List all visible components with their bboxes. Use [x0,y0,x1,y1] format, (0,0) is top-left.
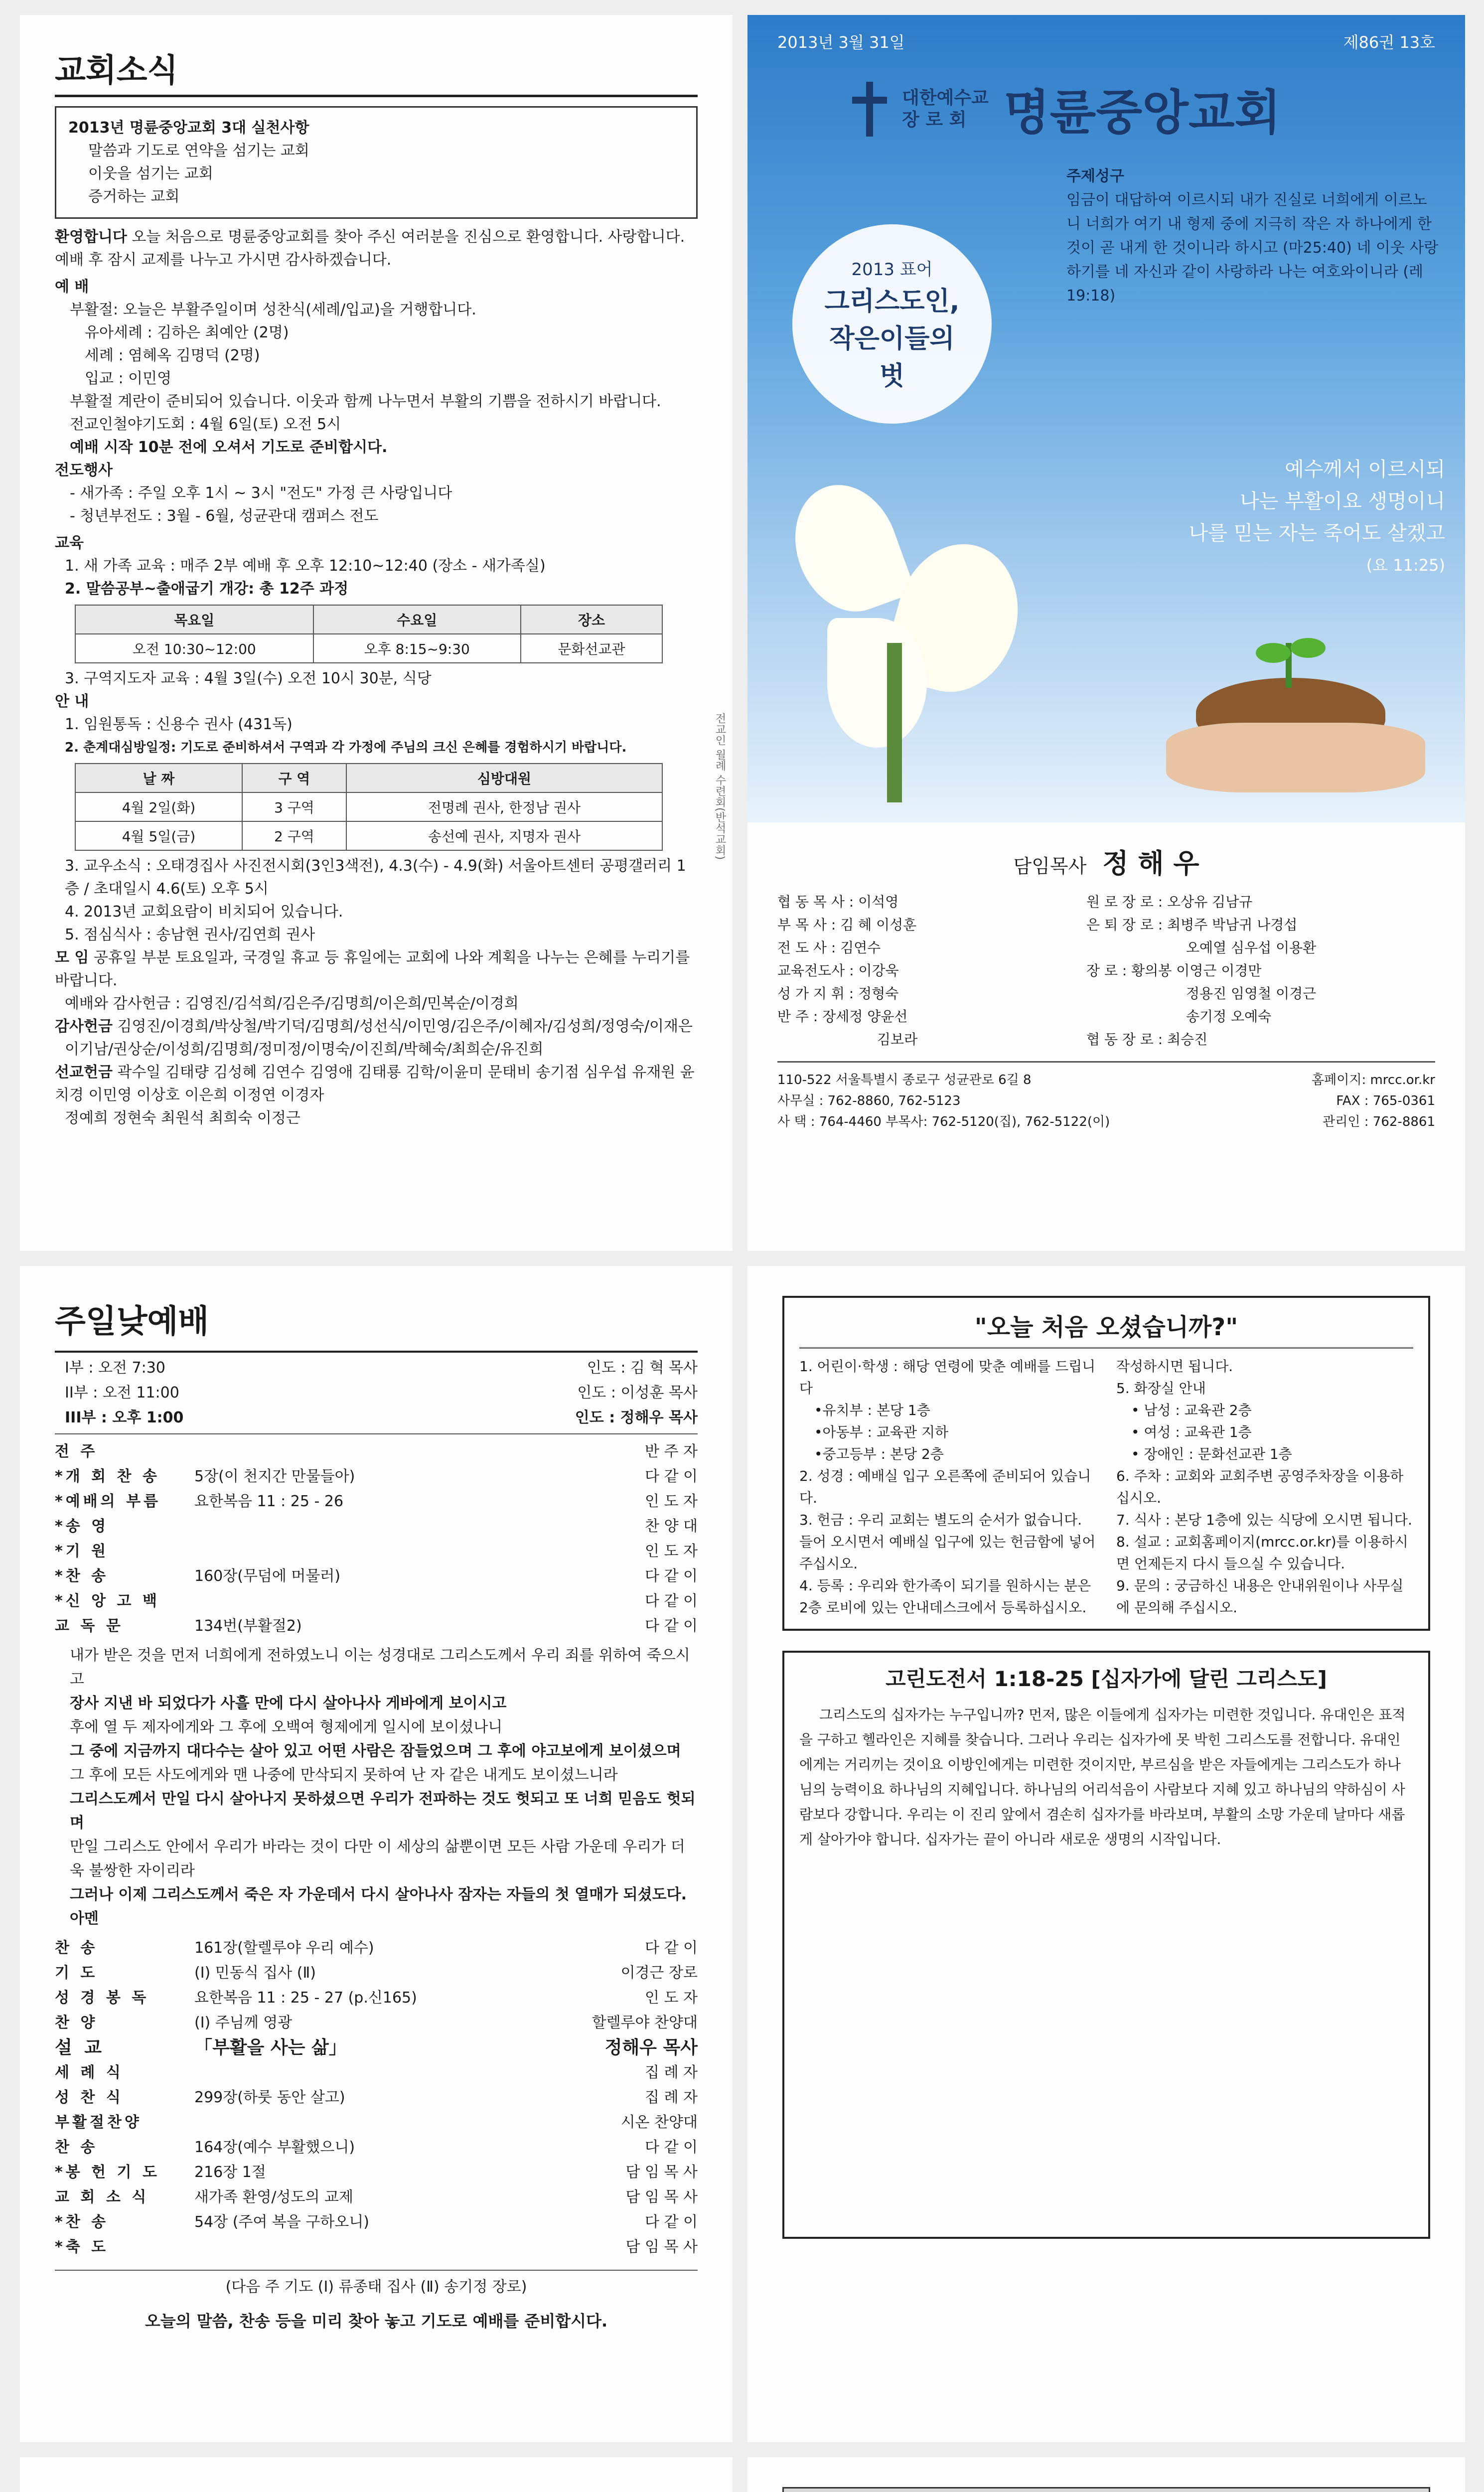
staff-section [777,842,1435,1132]
morning-footer: 오늘의 말씀, 찬송 등을 미리 찾아 놓고 기도로 예배를 준비합시다. [145,2312,608,2331]
order-row [55,1589,698,1614]
worship-line: 입교 : 이민영 [85,370,172,387]
text-cell: 다 같 이 [644,1592,698,1610]
scripture-box [1126,454,1445,581]
elder-line: 송기정 오예숙 [1186,1008,1272,1025]
edu-th: 장소 [521,605,662,634]
order-row [55,2011,698,2035]
verse-text: 임금이 대답하여 이르시되 내가 진실로 너희에게 이르노니 너희가 여기 내 형제 중에 지극히 작은 자 하나에게 한 것이 곧 내게 한 것이니라 하시고 (마25:40) 네 이웃 사랑하기를 네 자신과 같이 사랑하라 나는 여호와이니라 (레19:18) [1066,191,1439,305]
text-cell: 정해우 목사 [604,2037,698,2058]
pastor-label: 담임목사 [1013,855,1087,877]
text-cell: 134번(부활절2) [194,1617,302,1635]
text-cell: 161장(할렐루야 우리 예수) [194,1939,374,1957]
worship-label: 예 배 [55,278,89,296]
text-cell: 기 도 [55,1964,98,1982]
text-cell: *송 영 [55,1518,109,1535]
welcome-left: 1. 어린이·학생 : 해당 연령에 맞춘 예배를 드립니다 [799,1358,1096,1397]
edu-item: 2. 말씀공부~출애굽기 개강: 총 12주 과정 [65,580,349,598]
text-cell: 인도 : 김 혁 목사 [587,1359,698,1377]
creed-line: 내가 받은 것을 먼저 너희에게 전하였노니 이는 성경대로 그리스도께서 우리 죄를 위하여 죽으시고 [70,1647,690,1688]
staff-line: 부 목 사 : 김 혜 이성훈 [777,917,917,933]
welcome-left: 2. 성경 : 예배실 입구 오른쪽에 준비되어 있습니다. [799,1468,1091,1506]
mission-label: 선교헌금 [55,1064,113,1081]
outreach-label: 전도행사 [55,462,113,479]
order-row [55,2035,698,2060]
creed-line: 만일 그리스도 안에서 우리가 바라는 것이 다만 이 세상의 삶뿐이면 모든 사람 가운데 우리가 더욱 불쌍한 자이리라 [70,1838,685,1879]
panel-weekday-worship [20,2457,733,2492]
text-cell: II부 : 오전 11:00 [65,1384,179,1402]
text-cell: 교 회 소 식 [55,2188,149,2206]
welcome-title: "오늘 처음 오셨습니까?" [799,1308,1413,1349]
scripture-line: 나를 믿는 자는 죽어도 살겠고 [1188,522,1445,545]
outreach-line: - 새가족 : 주일 오후 1시 ~ 3시 "전도" 가정 큰 사랑입니다 [70,484,452,502]
motto-line: 벗 [879,361,905,391]
guide-item: 5. 점심식사 : 송남현 권사/김연희 권사 [65,926,315,943]
order-row [55,2185,698,2210]
text-cell: 새가족 환영/성도의 교제 [194,2188,353,2206]
staff-line: 협 동 목 사 : 이석영 [777,894,899,910]
staff-line: 전 도 사 : 김연수 [777,939,881,956]
text-cell: 교 독 문 [55,1617,124,1635]
panel-welcome-scripture [747,1266,1465,2442]
order-row [55,2060,698,2085]
text-cell: 요한복음 11 : 25 - 26 [194,1493,344,1510]
welcome-box [782,1296,1430,1631]
scripture-text: 그리스도의 십자가는 누구입니까? 먼저, 많은 이들에게 십자가는 미련한 것입니다. 유대인은 표적을 구하고 헬라인은 지혜를 찾습니다. 그러나 우리는 십자가에 못 박힌 그리스도를 전합니다. 유대인에게는 거리끼는 것이요 이방인에게는 미련한 것이지만, 부르심을 받은 자들에게는 그리스도가 하나님의 능력이요 하나님의 지혜입니다. 하나님의 어리석음이 사람보다 지혜 있고 하나님의 약하심이 사람보다 강합니다. 우리는 이 진리 앞에서 겸손히 십자가를 바라보며, 부활의 소망 가운데 날마다 새롭게 살아가야 합니다. 십자가는 끝이 아니라 새로운 생명의 시작입니다. [799,1707,1406,1848]
edu-td: 문화선교관 [521,634,662,663]
scripture-ref: (요 11:25) [1366,556,1445,575]
text-cell: 할렐루야 찬양대 [592,2014,698,2031]
staff-line: 교육전도사 : 이강욱 [777,962,899,979]
text-cell: 반 주 자 [644,1443,698,1460]
welcome-left: •유치부 : 본당 1층 [814,1402,930,1418]
table-row [75,634,662,663]
edu-th: 목요일 [75,605,313,634]
denom-line: 장 로 회 [902,109,967,130]
hands-soil [1156,623,1435,802]
text-cell: I부 : 오전 7:30 [65,1359,165,1377]
visit-th: 심방대원 [346,764,662,792]
creed-line: 그리스도께서 만일 다시 살아나지 못하셨으면 우리가 전파하는 것도 헛되고 또 너희 믿음도 헛되며 [70,1790,696,1832]
text-cell: 인 도 자 [644,1493,698,1510]
order-row [55,2135,698,2160]
visit-th: 날 짜 [75,764,242,792]
order-row [55,1936,698,1961]
news-title: 교회소식 [55,45,698,97]
vision-box [55,106,698,219]
order-list-2 [55,1936,698,2260]
visit-td: 4월 5일(금) [75,821,242,850]
text-cell: 집 례 자 [644,2064,698,2081]
vision-item: 말씀과 기도로 연약을 섬기는 교회 [88,142,309,159]
text-cell: 다 같 이 [644,1939,698,1957]
cover-header [777,30,1435,53]
creed-line: 후에 열 두 제자에게와 그 후에 오백여 형제에게 일시에 보이셨나니 [70,1718,503,1736]
visit-td: 4월 2일(화) [75,792,242,821]
welcome-left: 4. 등록 : 우리와 한가족이 되기를 원하시는 분은 2층 로비에 있는 안내데스크에서 등록하십시오. [799,1577,1091,1616]
motto-circle [792,224,992,424]
table-row [75,605,662,634]
address: 110-522 서울특별시 종로구 성균관로 6길 8 [777,1073,1032,1088]
visit-td: 3 구역 [242,792,346,821]
welcome-right: • 여성 : 교육관 1층 [1131,1424,1252,1440]
order-row [55,1439,698,1464]
thanks-line: 이기남/권상순/이성희/김명희/정미정/이명숙/이진희/박혜숙/최희순/유진희 [65,1041,544,1058]
text-cell: 인 도 자 [644,1543,698,1560]
edu-table [75,605,663,663]
cover-vol: 제86권 13호 [1343,33,1435,52]
text-cell: 성 경 봉 독 [55,1989,149,2007]
welcome-right: • 장애인 : 문화선교관 1층 [1131,1446,1292,1462]
visit-td: 2 구역 [242,821,346,850]
table-row [75,821,662,850]
worship-line: 부활절 계란이 준비되어 있습니다. 이웃과 함께 나누면서 부활의 기쁨을 전하시기 바랍니다. [70,393,661,410]
text-cell: *찬 송 [55,2213,109,2231]
guide-item: 2. 춘계대심방일정: 기도로 준비하셔서 구역과 각 가정에 주님의 크신 은혜를 경험하시기 바랍니다. [65,740,627,755]
cross-icon [847,82,892,137]
text-cell: 시온 찬양대 [620,2114,698,2131]
welcome-right: 7. 식사 : 본당 1층에 있는 식당에 오시면 됩니다. [1116,1512,1412,1528]
text-cell: 164장(예수 부활했으니) [194,2139,355,2156]
guide-item: 1. 임원통독 : 신용수 권사 (431독) [65,716,293,733]
scripture-line: 예수께서 이르시되 [1285,458,1445,481]
staff-line: 성 가 지 휘 : 정형숙 [777,985,899,1002]
order-row [55,1961,698,1986]
calendar-title [784,2489,1429,2492]
worship-line: 유아세례 : 김하은 최예안 (2명) [85,324,289,341]
order-row [55,1489,698,1514]
welcome-right: 6. 주차 : 교회와 교회주변 공영주차장을 이용하십시오. [1116,1468,1404,1506]
contact-box [777,1061,1435,1132]
welcome-right: 8. 설교 : 교회홈페이지(mrcc.or.kr)를 이용하시면 언제든지 다시 들으실 수 있습니다. [1116,1534,1408,1572]
mission-line: 곽수일 김태량 김성혜 김연수 김영애 김태룡 김학/이윤미 문태비 송기점 심우섭 유재원 윤치경 이민영 이상호 이은희 이정연 이경자 [55,1064,695,1104]
order-row [55,1514,698,1539]
welcome-right: 작성하시면 됩니다. [1116,1358,1233,1375]
services [55,1351,698,1434]
service-row [55,1381,698,1405]
order-row [55,1614,698,1639]
text-cell: 299장(하룻 동안 살고) [194,2089,345,2106]
text-cell: (Ⅰ) 주님께 영광 [194,2014,293,2031]
calendar-box [782,2487,1430,2492]
panel-cover [747,15,1465,1251]
creed-line: 그러나 이제 그리스도께서 죽은 자 가운데서 다시 살아나사 잠자는 자들의 첫 열매가 되셨도다. 아멘 [70,1886,687,1927]
phone: 사무실 : 762-8860, 762-5123 [777,1093,961,1108]
guide-label: 안 내 [55,693,89,710]
edu-td: 오후 8:15~9:30 [313,634,521,663]
apr-note: 전교인철야기도회 : 4월 6일(토) 오전 5시 [70,416,341,433]
text-cell: 담 임 목 사 [625,2164,698,2181]
mission-line: 정예희 정현숙 최원석 최희숙 이정근 [65,1109,300,1127]
elder-line: 협 동 장 로 : 최승진 [1086,1031,1208,1048]
text-cell: 다 같 이 [644,1567,698,1585]
vision-item: 이웃을 섬기는 교회 [88,165,213,182]
creed-line: 장사 지낸 바 되었다가 사흘 만에 다시 살아나사 게바에게 보이시고 [70,1695,507,1712]
order-row [55,1986,698,2011]
welcome-left: •중고등부 : 본당 2층 [814,1446,944,1462]
welcome-text: 오늘 처음으로 명륜중앙교회를 찾아 주신 여러분을 진심으로 환영합니다. 사랑합니다. 예배 후 잠시 교제를 나누고 가시면 감사하겠습니다. [55,228,685,269]
welcome-left: 3. 헌금 : 우리 교회는 별도의 순서가 없습니다. 들어 오시면서 예배실 입구에 있는 헌금함에 넣어 주십시오. [799,1512,1096,1572]
elder-line: 은 퇴 장 로 : 최병주 박남귀 나경섭 [1086,917,1298,933]
elder-line: 원 로 장 로 : 오상유 김남규 [1086,894,1253,910]
pastor-name: 정 해 우 [1102,848,1199,879]
text-cell: 찬 양 [55,2014,98,2031]
welcome-left: •아동부 : 교육관 지하 [814,1424,949,1440]
outreach-line: - 청년부전도 : 3월 - 6월, 성균관대 캠퍼스 전도 [70,507,379,525]
edu-th: 수요일 [313,605,521,634]
panel-church-news [20,15,733,1251]
welcome-right: 9. 문의 : 궁금하신 내용은 안내위원이나 사무실에 문의해 주십시오. [1116,1577,1404,1616]
text-cell: *봉 헌 기 도 [55,2164,160,2181]
cover-date: 2013년 3월 31일 [777,33,905,52]
order-row [55,2210,698,2235]
text-cell: *찬 송 [55,1567,109,1585]
table-row [75,792,662,821]
text-cell: 다 같 이 [644,2139,698,2156]
worship-line: 부활절: 오늘은 부활주일이며 성찬식(세례/입교)을 거행합니다. [70,301,476,318]
visit-td: 전명례 권사, 한정남 권사 [346,792,662,821]
edu-phone: 관리인 : 762-8861 [1323,1114,1435,1129]
service-row [55,1405,698,1430]
text-cell: 다 같 이 [644,1468,698,1485]
welcome-label: 환영합니다 [55,228,127,246]
afternoon-title [55,2487,698,2492]
text-cell: 성 찬 식 [55,2089,124,2106]
panel-schedule-missions [747,2457,1465,2492]
edu-td: 오전 10:30~12:00 [75,634,313,663]
text-cell: 인 도 자 [644,1989,698,2007]
text-cell: 세 례 식 [55,2064,124,2081]
text-cell: 담 임 목 사 [625,2238,698,2256]
homepage[interactable]: 홈페이지: mrcc.or.kr [1311,1073,1435,1088]
text-cell: 다 같 이 [644,2213,698,2231]
text-cell: 전 주 [55,1443,98,1460]
morning-title: 주일낮예배 [55,1303,209,1340]
order-row [55,1464,698,1489]
text-cell: 부활절찬양 [55,2114,142,2131]
order-row [55,2085,698,2110]
text-cell: 찬 송 [55,1939,98,1957]
text-cell: 집 례 자 [644,2089,698,2106]
text-cell: 5장(이 천지간 만물들아) [194,1468,355,1485]
scripture-title: 고린도전서 1:18-25 [십자가에 달린 그리스도] [886,1667,1327,1691]
creed-text [70,1644,698,1931]
text-cell: *예배의 부름 [55,1493,161,1510]
staff-line: 반 주 : 장세정 양윤선 [777,1008,908,1025]
guide-item: 4. 2013년 교회요람이 비치되어 있습니다. [65,903,343,921]
lily-flowers [767,454,1046,802]
panel-morning-worship [20,1266,733,2442]
prayer-note: (다음 주 기도 (Ⅰ) 류종태 집사 (Ⅱ) 송기정 장로) [55,2270,698,2299]
vision-item: 증거하는 교회 [88,188,180,205]
elder-line: 장 로 : 황의봉 이영근 이경만 [1086,962,1262,979]
order-row [55,2160,698,2185]
order-list [55,1439,698,1639]
verse-label: 주제성구 [1066,167,1124,185]
text-cell: 54장 (주여 복을 구하오니) [194,2213,370,2231]
text-cell: 찬 송 [55,2139,98,2156]
text-cell: 설 교 [55,2037,105,2058]
edu-item: 1. 새 가족 교육 : 매주 2부 예배 후 오후 12:10~12:40 (장소 - 새가족실) [65,557,546,575]
text-cell: 이경근 장로 [620,1964,698,1982]
edu-label: 교육 [55,534,84,552]
order-row [55,1564,698,1589]
side-note: 전교인 월례 수련회(반석교회) [714,713,726,860]
phone2: 사 택 : 764-4460 부목사: 762-5120(집), 762-5122(이) [777,1114,1110,1129]
elder-line: 오예열 심우섭 이용환 [1186,939,1317,956]
text-cell: 216장 1절 [194,2164,266,2181]
edu-item: 3. 구역지도자 교육 : 4월 3일(수) 오전 10시 30분, 식당 [65,670,432,687]
offering-line: 공휴일 부분 토요일과, 국경일 휴교 등 휴일에는 교회에 나와 계획을 나누는 은혜를 누리기를 바랍니다. [55,949,690,989]
text-cell: (Ⅰ) 민동식 집사 (Ⅱ) [194,1964,316,1982]
text-cell: 인도 : 정해우 목사 [575,1409,698,1426]
scripture-line: 나는 부활이요 생명이니 [1240,490,1445,513]
fax: FAX : 765-0361 [1336,1093,1435,1108]
text-cell: 다 같 이 [644,1617,698,1635]
scripture-section [782,1651,1430,2239]
visit-table [75,763,663,851]
motto-year: 2013 표어 [851,260,933,280]
motto-line: 그리스도인, [824,287,960,316]
service-row [55,1356,698,1381]
order-row [55,2235,698,2260]
visit-td: 송선예 권사, 지명자 권사 [346,821,662,850]
table-row [75,764,662,792]
order-row [55,2110,698,2135]
cover-logo [847,75,1281,143]
text-cell: 160장(무덤에 머물러) [194,1567,341,1585]
text-cell: 찬 양 대 [644,1518,698,1535]
church-name: 명륜중앙교회 [1003,85,1281,141]
text-cell: *기 원 [55,1543,109,1560]
creed-line: 그 중에 지금까지 대다수는 살아 있고 어떤 사람은 잠들었으며 그 후에 야고보에게 보이셨으며 [70,1742,681,1760]
vision-heading: 2013년 명륜중앙교회 3대 실천사항 [68,119,309,137]
offering-line: 예배와 감사헌금 : 김영진/김석희/김은주/김명희/이은희/민복순/이경희 [65,995,519,1012]
thanks-line: 김영진/이경희/박상철/박기덕/김명희/성선식/이민영/김은주/이혜자/김성희/정영숙/이재은 [117,1018,693,1035]
worship-line: 세례 : 염혜옥 김명덕 (2명) [85,347,260,364]
text-cell: 담 임 목 사 [625,2188,698,2206]
welcome-right: • 남성 : 교육관 2층 [1131,1402,1252,1418]
creed-line: 그 후에 모든 사도에게와 맨 나중에 만삭되지 못하여 난 자 같은 내게도 보이셨느니라 [70,1766,618,1784]
thanks-label: 감사헌금 [55,1018,113,1035]
text-cell: 인도 : 이성훈 목사 [577,1384,698,1402]
denom-line: 대한예수교 [902,87,989,108]
guide-item: 3. 교우소식 : 오태경집사 사진전시회(3인3색전), 4.3(수) - 4.9(화) 서울아트센터 공평갤러리 1층 / 초대일시 4.6(토) 오후 5시 [65,857,686,898]
text-cell: 「부활을 사는 삶」 [194,2037,347,2058]
staff-line: 김보라 [877,1031,918,1048]
elder-line: 정용진 임영철 이경근 [1186,985,1317,1002]
verse-box [1066,164,1440,308]
welcome-right: 5. 화장실 안내 [1116,1380,1206,1397]
offering-label: 모 임 [55,949,89,966]
motto-line: 작은이들의 [829,324,955,354]
visit-th: 구 역 [242,764,346,792]
time-change: 예배 시작 10분 전에 오셔서 기도로 준비합시다. [70,439,388,456]
text-cell: 요한복음 11 : 25 - 27 (p.신165) [194,1989,417,2007]
text-cell: *개 회 찬 송 [55,1468,160,1485]
order-row [55,1539,698,1564]
text-cell: *신 앙 고 백 [55,1592,160,1610]
text-cell: III부 : 오후 1:00 [65,1409,184,1426]
text-cell: *축 도 [55,2238,109,2256]
